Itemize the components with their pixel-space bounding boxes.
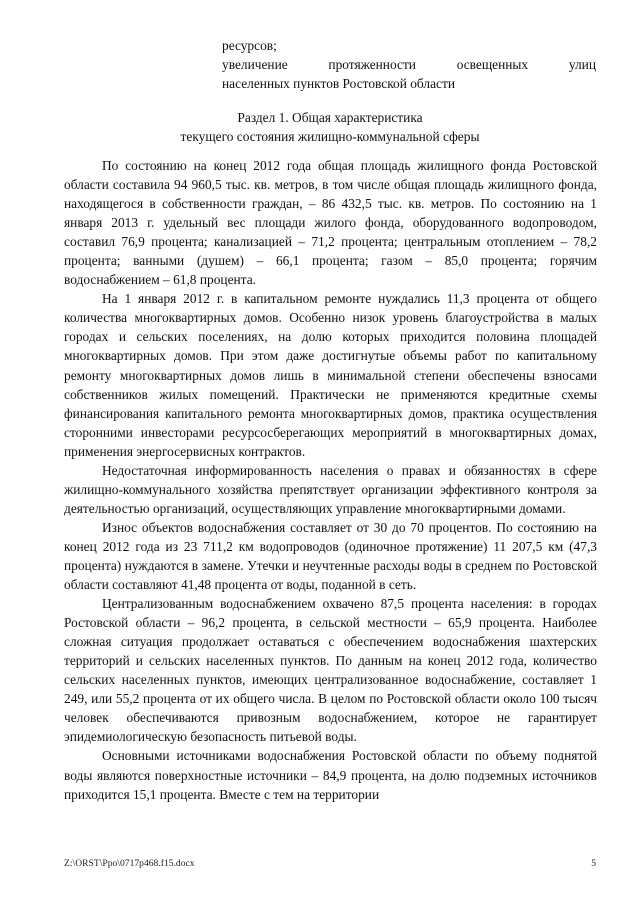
paragraph: По состоянию на конец 2012 года общая площадь жилищного фонда Ростовской области составила 94 960,5 тыс. кв. метров, в том числе общая площадь жилищного фонда, находящегося в собственности граждан, – 86 432,5 тыс. кв. метров. По состоянию на 1 января 2013 г. удельный вес площади жилого фонда, оборудованного водопроводом, составил 76,9 процента; канализацией – 71,2 процента; центральным отоплением – 78,2 процента; ванными (душем) – 66,1 процента; газом – 85,0 процента; горячим водоснабжением – 61,8 процента. <box>64 158 597 288</box>
section-heading <box>64 108 596 146</box>
list-line-resources: ресурсов; <box>222 38 277 53</box>
section-subtitle: текущего состояния жилищно-коммунальной сферы <box>180 129 480 144</box>
list-continuation <box>222 36 596 93</box>
section-body <box>64 156 597 804</box>
paragraph: Недостаточная информированность населения о правах и обязанностях в сфере жилищно-коммунального хозяйства препятствует организации эффективного контроля за деятельностью организаций, осуществляющих управление многоквартирными домами. <box>64 462 597 516</box>
paragraph: Износ объектов водоснабжения составляет от 30 до 70 процентов. По состоянию на конец 2012 года из 23 711,2 км водопроводов (одиночное протяжение) 11 207,5 км (47,3 процента) нуждаются в замене. Утечки и неучтенные расходы воды в среднем по Ростовской области составляют 41,48 процента от воды, поданной в сеть. <box>64 519 597 593</box>
page-number: 5 <box>591 858 596 869</box>
list-line-settlements: населенных пунктов Ростовской области <box>222 76 455 91</box>
section-title: Раздел 1. Общая характеристика <box>237 110 423 125</box>
list-line-lighting <box>222 55 596 74</box>
paragraph: Основными источниками водоснабжения Ростовской области по объему поднятой воды являются поверхностные источники – 84,9 процента, на долю подземных источников приходится 15,1 процента. Вместе с тем на территории <box>64 748 597 802</box>
word: улиц <box>568 57 596 72</box>
word: протяженности <box>328 57 416 72</box>
paragraph: На 1 января 2012 г. в капитальном ремонте нуждались 11,3 процента от общего количества многоквартирных домов. Особенно низок уровень благоустройства в малых городах и сельских поселениях, на долю которых приходится половина площадей многоквартирных домов. При этом даже достигнутые объемы работ по капитальному ремонту многоквартирных домов лишь в минимальной степени обеспечены взносами собственников жилых помещений. Практически не применяются кредитные схемы финансирования капитального ремонта многоквартирных домов, практика осуществления сторонними инвесторами ресурсосберегающих мероприятий в многоквартирных домах, применения энергосервисных контрактов. <box>64 291 597 459</box>
footer-file-path: Z:\ORST\Ppo\0717p468.f15.docx <box>64 858 195 869</box>
paragraph: Централизованным водоснабжением охвачено 87,5 процента населения: в городах Ростовской области – 96,2 процента, в сельской местности – 65,9 процента. Наиболее сложная ситуация продолжает оставаться с обеспечением водоснабжения шахтерских территорий и сельских населенных пунктов. По данным на конец 2012 года, количество сельских населенных пунктов, имеющих централизованное водоснабжение, составляет 1 249, или 55,2 процента от их общего числа. В целом по Ростовской области около 100 тысяч человек обеспечиваются привозным водоснабжением, которое не гарантирует эпидемиологическую безопасность питьевой воды. <box>64 596 597 745</box>
word: освещенных <box>456 57 529 72</box>
word: увеличение <box>222 57 288 72</box>
page-footer <box>64 858 596 869</box>
